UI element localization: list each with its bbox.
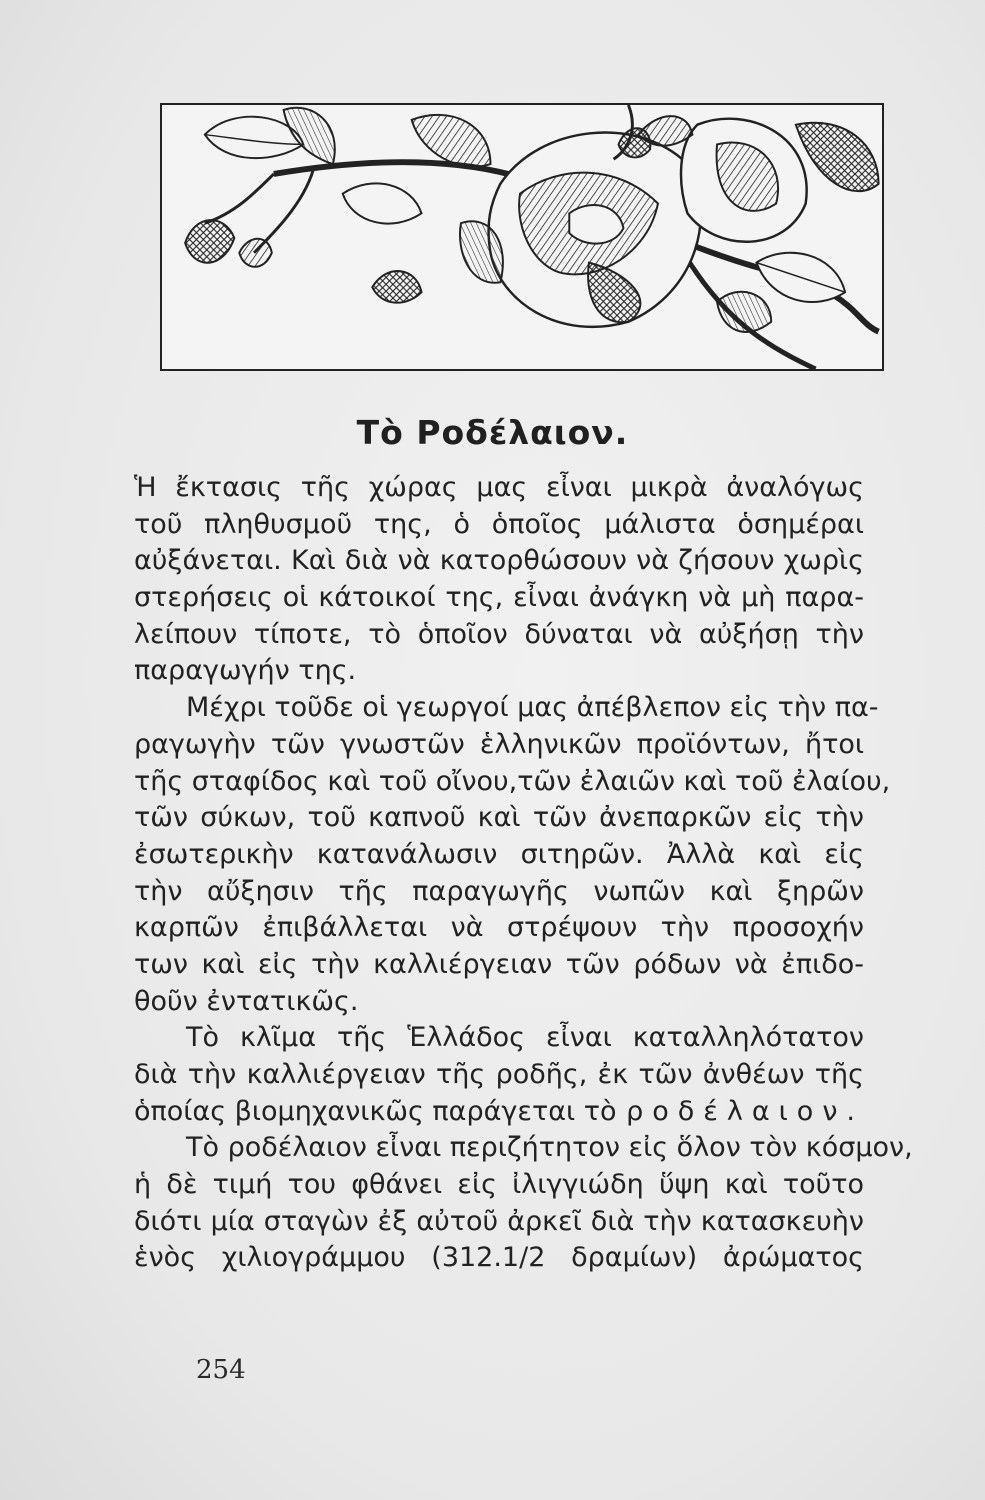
text-line: Τὸ κλῖμα τῆς Ἑλλάδος εἶναι καταλληλότατον [186,1022,864,1054]
text-line: καρπῶν ἐπιβάλλεται νὰ στρέψουν τὴν προσοχήν [134,912,864,944]
text-line: τῶν σύκων, τοῦ καπνοῦ καὶ τῶν ἀνεπαρκῶν εἰς τὴν [134,802,864,834]
text-line: ἡ δὲ τιμή του φθάνει εἰς ἰλιγγιώδη ὕψη καὶ τοῦτο [134,1169,864,1201]
text-line: Τὸ ροδέλαιον εἶναι περιζήτητον εἰς ὅλον τὸν κόσμον, [186,1132,913,1164]
page-title: Τὸ Ροδέλαιον. [356,413,629,452]
text-line: Μέχρι τοῦδε οἱ γεωργοί μας ἀπέβλεπον εἰς τὴν πα- [186,692,879,724]
text-line: παραγωγήν της. [134,655,357,687]
text-line: ἐσωτερικὴν κατανάλωσιν σιτηρῶν. Ἀλλὰ καὶ εἰς [134,838,864,870]
text-line: λείπουν τίποτε, τὸ ὁποῖον δύναται νὰ αὐξήσῃ τὴν [134,618,864,650]
page-number: 254 [196,1355,246,1385]
text-line: Ἡ ἔκτασις τῆς χώρας μας εἶναι μικρὰ ἀναλόγως [134,472,864,503]
text-line: αὐξάνεται. Καὶ διὰ νὰ κατορθώσουν νὰ ζήσουν χωρὶς [134,545,864,577]
text-line: τοῦ πληθυσμοῦ της, ὁ ὁποῖος μάλιστα ὁσημέραι [134,508,864,540]
spaced-word: ροδέλαιον. [626,1095,864,1127]
text-line: τὴν αὔξησιν τῆς παραγωγῆς νωπῶν καὶ ξηρῶν [134,875,864,907]
text-line: στερήσεις οἱ κάτοικοί της, εἶναι ἀνάγκη νὰ μὴ παρα- [134,582,864,614]
text-line: τῆς σταφίδος καὶ τοῦ οἴνου,τῶν ἐλαιῶν καὶ τοῦ ἐλαίου, [134,765,891,797]
text-line: διότι μία σταγὼν ἐξ αὐτοῦ ἀρκεῖ διὰ τὴν κατασκευὴν [134,1205,864,1237]
text-line: ἑνὸς χιλιογράμμου (312.1/2 δραμίων) ἀρώματος [134,1242,864,1274]
text-line: διὰ τὴν καλλιέργειαν τῆς ροδῆς, ἐκ τῶν ἀνθέων τῆς [134,1059,864,1090]
rose-branch-engraving-icon [160,103,884,371]
text-line: των καὶ εἰς τὴν καλλιέργειαν τῶν ρόδων νὰ ἐπιδο- [134,948,864,980]
text-line: θοῦν ἐντατικῶς. [134,985,359,1017]
text-line-start: ὁποίας βιομηχανικῶς παράγεται τὸ [134,1095,617,1127]
body-text [134,470,913,1277]
text-line [134,1094,864,1131]
text-line: ραγωγὴν τῶν γνωστῶν ἑλληνικῶν προϊόντων, ἤτοι [134,728,864,760]
